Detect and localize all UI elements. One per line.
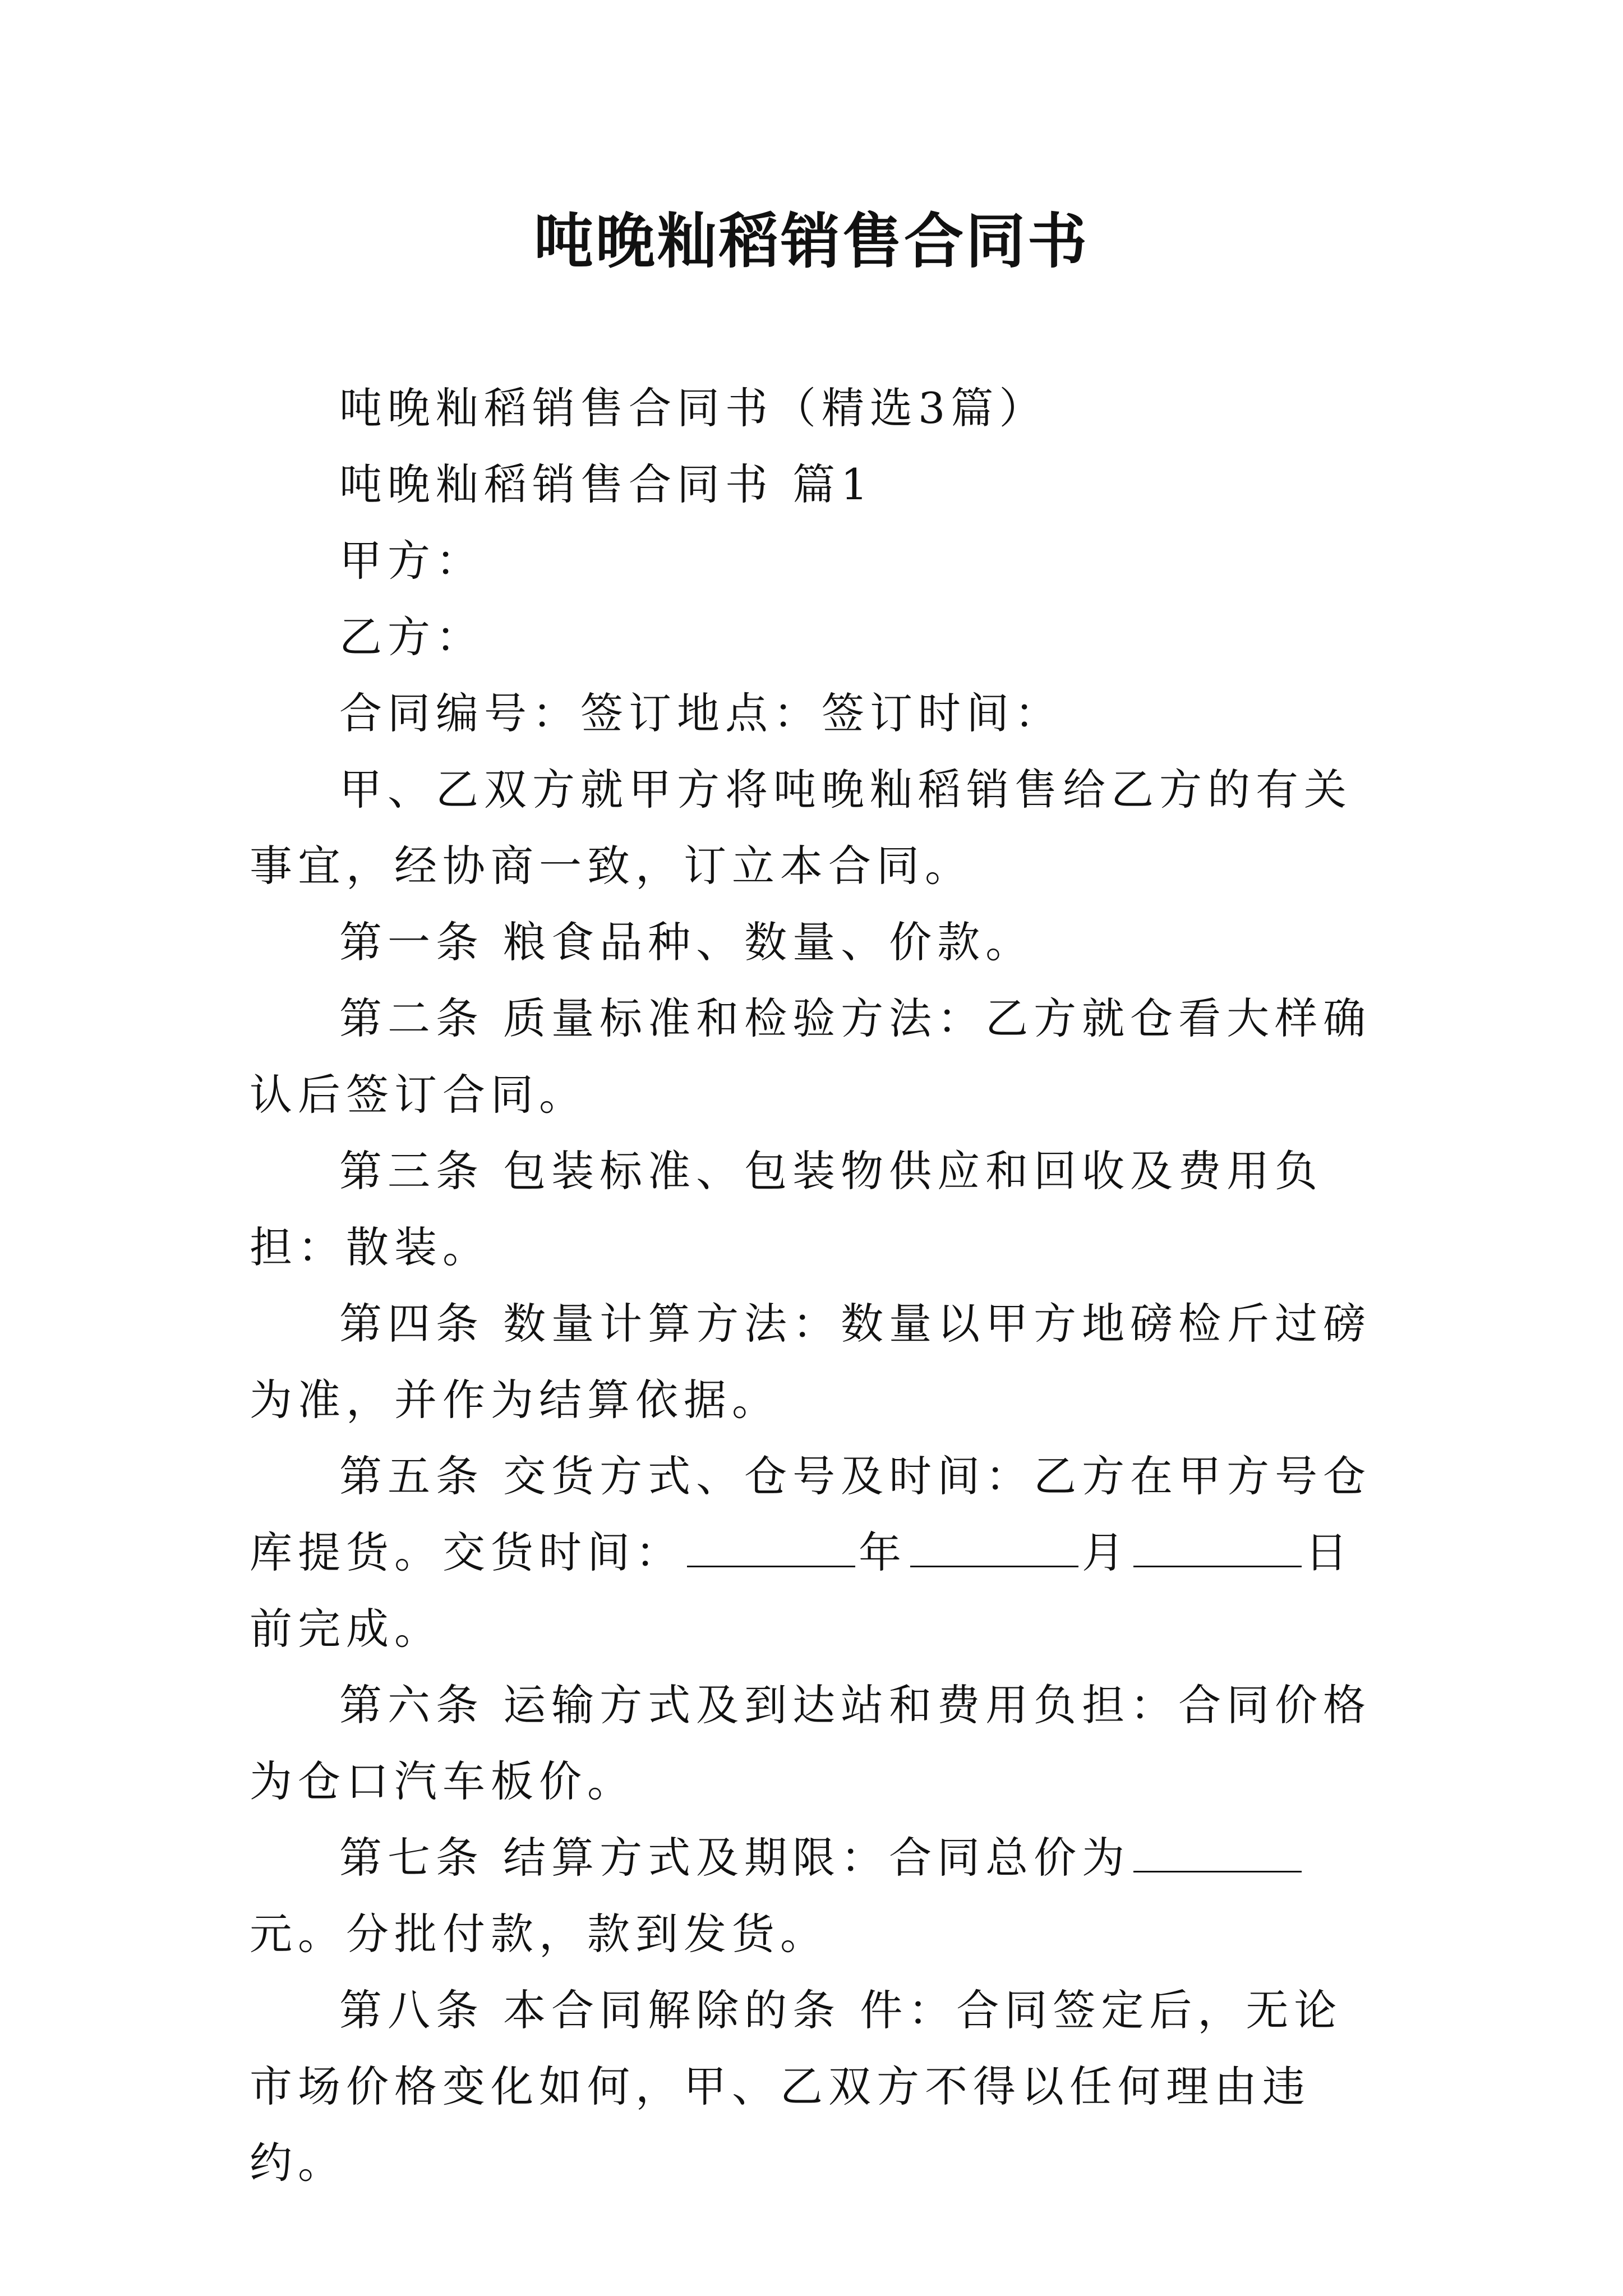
article-5	[250, 1438, 1382, 1667]
subtitle: 吨晚籼稻销售合同书（精选3篇）	[339, 383, 1048, 433]
article-2: 第二条 质量标准和检验方法：乙方就仓看大样确认后签订合同。	[250, 993, 1372, 1120]
article-3: 第三条 包装标准、包装物供应和回收及费用负担：散装。	[250, 1146, 1324, 1272]
article-4: 第四条 数量计算方法：数量以甲方地磅检斤过磅为准，并作为结算依据。	[250, 1299, 1372, 1425]
document-title: 吨晚籼稻销售合同书	[534, 206, 1089, 276]
article-7-tail: 元。分批付款，款到发货。	[250, 1909, 828, 1959]
party-a-line: 甲方：	[339, 536, 484, 586]
article-1: 第一条 粮食品种、数量、价款。	[339, 917, 1034, 967]
article-5-tail: 日前完成。	[250, 1527, 1353, 1654]
total-price-blank	[1133, 1837, 1302, 1872]
contract-meta-line: 合同编号：签订地点：签订时间：	[339, 688, 1063, 738]
section-heading: 吨晚籼稻销售合同书 篇1	[339, 459, 874, 509]
year-blank	[687, 1532, 855, 1567]
article-8: 第八条 本合同解除的条 件：合同签定后，无论市场价格变化如何，甲、乙双方不得以任何理由违约。	[250, 1985, 1343, 2188]
article-6: 第六条 运输方式及到达站和费用负担：合同价格为仓口汽车板价。	[250, 1680, 1372, 1806]
article-7-lead: 第七条 结算方式及期限：合同总价为	[339, 1833, 1131, 1883]
party-b-line: 乙方：	[339, 612, 484, 662]
article-7	[250, 1820, 1382, 1972]
document-body	[250, 370, 1382, 2201]
preamble-paragraph: 甲、乙双方就甲方将吨晚籼稻销售给乙方的有关事宜，经协商一致，订立本合同。	[250, 765, 1352, 891]
article-5-lead: 第五条 交货方式、仓号及时间：乙方在甲方号仓库提货。交货时间：	[250, 1451, 1372, 1577]
month-label: 月	[1082, 1527, 1130, 1577]
year-label: 年	[859, 1527, 907, 1577]
month-blank	[910, 1532, 1078, 1567]
day-blank	[1133, 1532, 1302, 1567]
